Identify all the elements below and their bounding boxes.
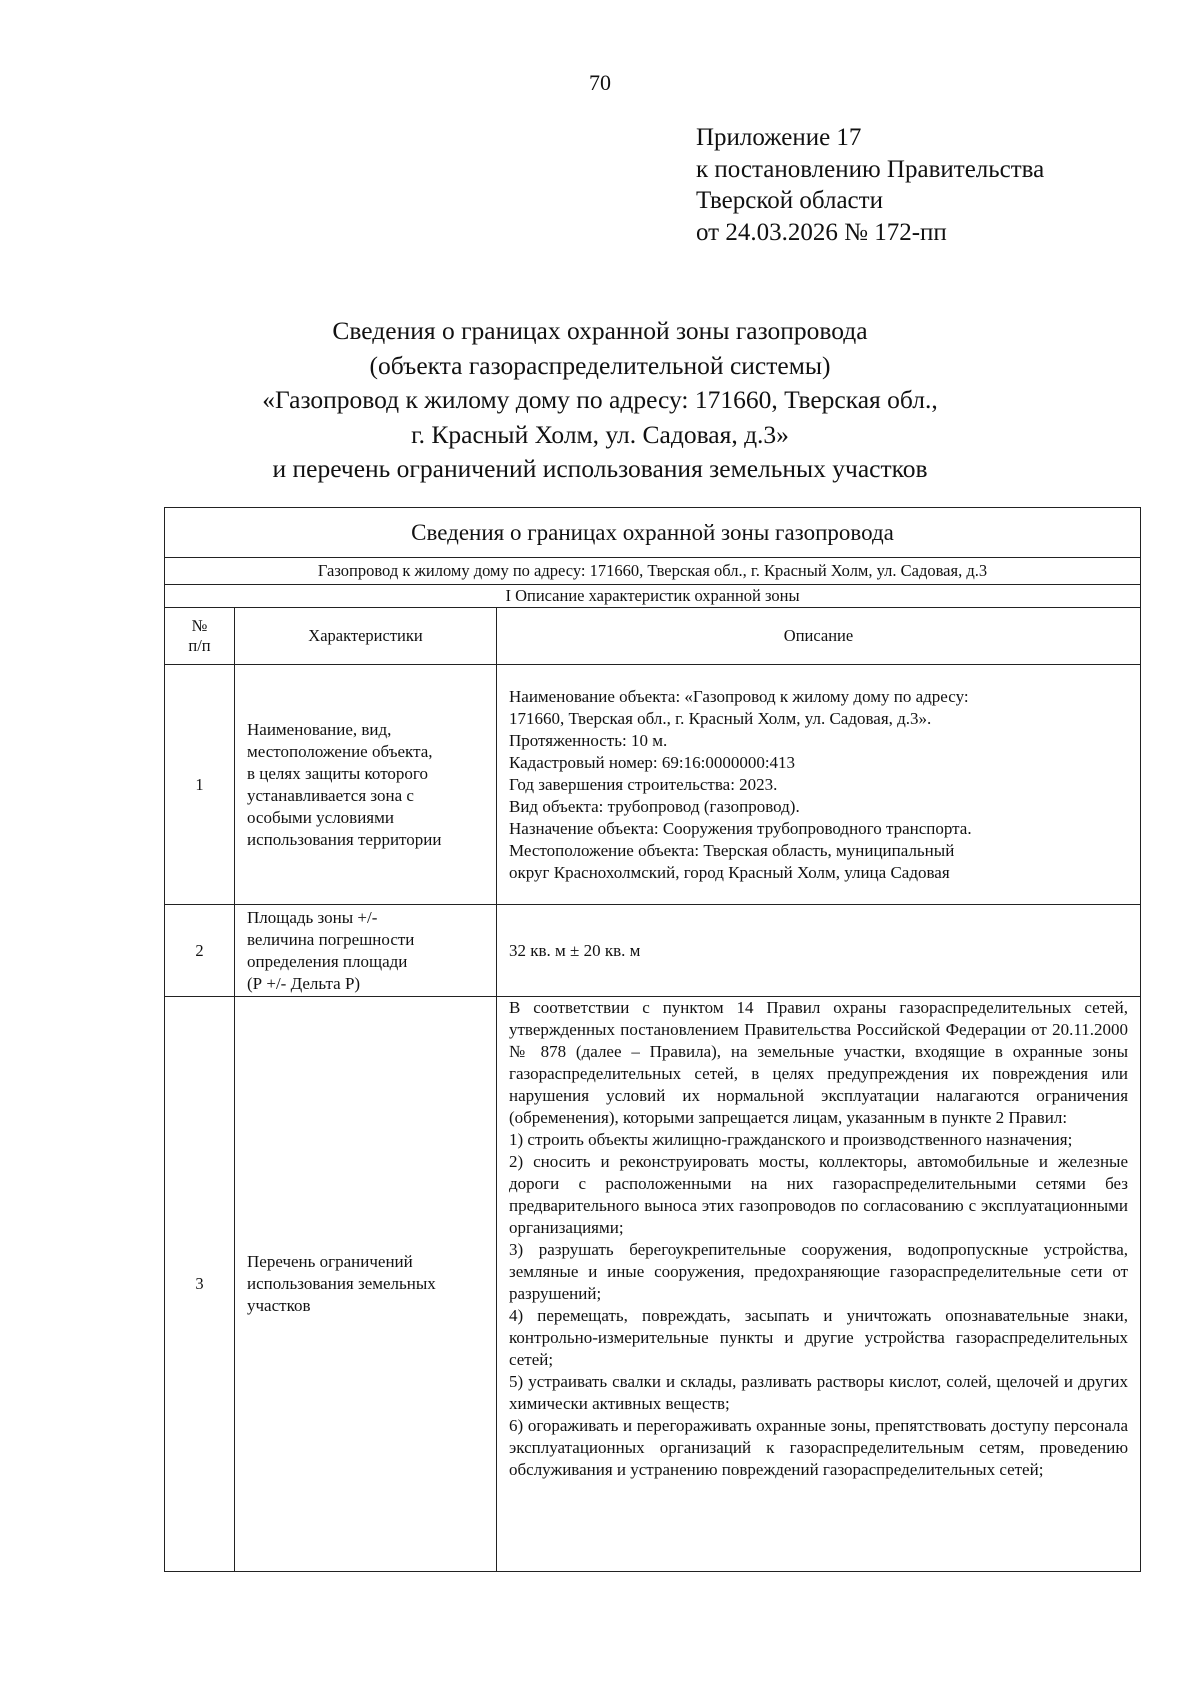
document-title xyxy=(0,314,1200,487)
row-characteristic: Наименование, вид, местоположение объекта, в целях защиты которого устанавливается зона с особыми условиями использования территории xyxy=(235,665,497,905)
table-row xyxy=(165,905,1141,997)
header-description: Описание xyxy=(497,608,1141,665)
restriction-item: 3) разрушать берегоукрепительные сооружения, водопропускные устройства, земляные и иные сооружения, предохраняющие газораспределительные сети от разрушений; xyxy=(509,1240,1129,1303)
table-section-heading: I Описание характеристик охранной зоны xyxy=(165,585,1141,608)
zone-info-table xyxy=(164,507,1141,1572)
appendix-line: к постановлению Правительства xyxy=(696,155,1045,183)
row-characteristic: Площадь зоны +/- величина погрешности определения площади (Р +/- Дельта Р) xyxy=(235,905,497,997)
title-line: г. Красный Холм, ул. Садовая, д.3» xyxy=(411,419,789,449)
row-description xyxy=(497,997,1141,1572)
title-line: «Газопровод к жилому дому по адресу: 171660, Тверская обл., xyxy=(262,385,938,414)
table-row xyxy=(165,665,1141,905)
restriction-item: 2) сносить и реконструировать мосты, коллекторы, автомобильные и железные дороги с расположенными на них газораспределительными сетями без предварительного выноса этих газопроводов по согласованию с эксплуатационными организациями; xyxy=(509,1152,1129,1237)
restriction-item: 6) огораживать и перегораживать охранные зоны, препятствовать доступу персонала эксплуатационных организаций к газораспределительным сетям, проведению обслуживания и устранению повреждений газораспределительных сетей; xyxy=(509,1416,1129,1479)
title-line: Сведения о границах охранной зоны газопровода xyxy=(332,316,868,345)
page-number: 70 xyxy=(589,70,611,95)
table-header-row xyxy=(165,608,1141,665)
title-line: и перечень ограничений использования земельных участков xyxy=(272,454,928,483)
table-caption: Сведения о границах охранной зоны газопровода xyxy=(165,508,1141,558)
row-description: 32 кв. м ± 20 кв. м xyxy=(497,905,1141,997)
table-subcaption: Газопровод к жилому дому по адресу: 171660, Тверская обл., г. Красный Холм, ул. Садовая, д.3 xyxy=(165,558,1141,585)
row-number: 1 xyxy=(165,665,235,905)
row-number: 2 xyxy=(165,905,235,997)
row-number: 3 xyxy=(165,997,235,1572)
row-description: Наименование объекта: «Газопровод к жилому дому по адресу: 171660, Тверская обл., г. Красный Холм, ул. Садовая, д.3». Протяженность: 10 м. Кадастровый номер: 69:16:0000000:413 Год завершения строительства: 2023. Вид объекта: трубопровод (газопровод). Назначение объекта: Сооружения трубопроводного транспорта. Местоположение объекта: Тверская область, муниципальный округ Краснохолмский, город Красный Холм, улица Садовая xyxy=(497,665,1141,905)
row-characteristic: Перечень ограничений использования земельных участков xyxy=(235,997,497,1572)
table-row xyxy=(165,997,1141,1572)
appendix-block xyxy=(696,122,1044,248)
header-characteristics: Характеристики xyxy=(235,608,497,665)
restriction-item: 5) устраивать свалки и склады, разливать растворы кислот, солей, щелочей и других химически активных веществ; xyxy=(509,1372,1129,1413)
appendix-line: от 24.03.2026 № 172-пп xyxy=(696,218,947,246)
restriction-item: 1) строить объекты жилищно-гражданского и производственного назначения; xyxy=(509,1130,1073,1149)
restriction-item: 4) перемещать, повреждать, засыпать и уничтожать опознавательные знаки, контрольно-измерительные пункты и другие устройства газораспределительных сетей; xyxy=(509,1306,1129,1369)
title-line: (объекта газораспределительной системы) xyxy=(369,350,831,380)
appendix-line: Приложение 17 xyxy=(696,124,862,151)
header-number: № п/п xyxy=(165,608,235,665)
appendix-line: Тверской области xyxy=(696,187,883,214)
restrictions-intro: В соответствии с пунктом 14 Правил охраны газораспределительных сетей, утвержденных постановлением Правительства Российской Федерации от 20.11.2000 № 878 (далее – Правила), на земельные участки, входящие в охранные зоны газораспределительных сетей, в целях предупреждения их повреждения или нарушения условий их нормальной эксплуатации налагаются ограничения (обременения), которыми запрещается лицам, указанным в пункте 2 Правил: xyxy=(509,998,1129,1127)
